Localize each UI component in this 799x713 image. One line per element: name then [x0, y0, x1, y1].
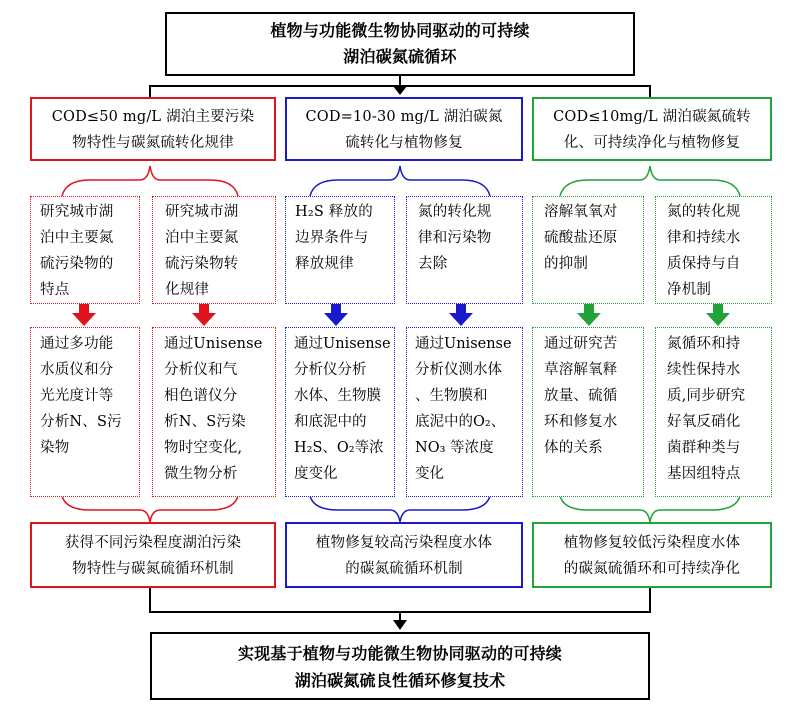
- method-line: 分析N、S污: [40, 414, 122, 430]
- result-green-line2: 的碳氮硫循环和可持续净化: [563, 561, 741, 577]
- arrow-green-2: [706, 304, 730, 326]
- research-line: 氮的转化规: [667, 204, 741, 220]
- research-line: 律和持续水: [667, 230, 741, 246]
- result-green-line1: 植物修复较低污染程度水体: [563, 535, 741, 551]
- header-blue-line2: 硫转化与植物修复: [345, 135, 463, 151]
- result-box-green: [532, 522, 772, 588]
- research-box-green-1: [532, 196, 644, 304]
- arrow-red-1: [72, 304, 96, 326]
- research-line: 硫污染物的: [40, 256, 114, 272]
- research-line: 硫酸盐还原: [544, 230, 618, 246]
- method-line: 度变化: [294, 466, 338, 482]
- header-box-green: [532, 97, 772, 161]
- method-line: 通过研究苦: [544, 336, 618, 352]
- method-line: 氮循环和持: [667, 336, 741, 352]
- method-line: 和底泥中的: [294, 414, 367, 430]
- research-line: 泊中主要氮: [165, 230, 239, 246]
- research-line: H₂S 释放的: [295, 204, 373, 220]
- arrow-red-2: [192, 304, 216, 326]
- bottom-merge-bracket: [150, 588, 650, 612]
- result-box-blue: [285, 522, 523, 588]
- method-line: 水质仪和分: [40, 362, 114, 378]
- method-line: H₂S、O₂等浓: [294, 440, 384, 456]
- method-line: 析N、S污染: [164, 414, 246, 430]
- research-box-green-2: [655, 196, 772, 304]
- research-box-blue-2: [406, 196, 523, 304]
- research-line: 质保持与自: [667, 256, 741, 272]
- method-line: 底泥中的O₂、: [415, 414, 506, 430]
- method-line: 通过多功能: [40, 336, 114, 352]
- method-line: 染物: [40, 440, 70, 456]
- method-line: 相色谱仪分: [164, 388, 238, 404]
- method-box-red-1: [30, 327, 140, 497]
- method-line: 分析仪和气: [164, 362, 238, 378]
- header-green-line1: COD≤10mg/L 湖泊碳氮硫转: [553, 109, 751, 125]
- result-red-line1: 获得不同污染程度湖泊污染: [64, 535, 242, 551]
- research-line: 的抑制: [544, 256, 589, 272]
- research-line: 特点: [40, 282, 70, 298]
- method-line: 分析仪分析: [294, 362, 367, 378]
- method-line: 物时空变化,: [164, 440, 243, 456]
- method-line: 光光度计等: [40, 388, 114, 404]
- method-line: 水体、生物膜: [294, 388, 381, 404]
- research-box-blue-1: [285, 196, 395, 304]
- bottom-title-line2: 湖泊碳氮硫良性循环修复技术: [294, 671, 506, 690]
- research-line: 律和污染物: [418, 230, 492, 246]
- research-box-red-2: [152, 196, 276, 304]
- research-line: 硫污染物转: [165, 256, 239, 272]
- research-line: 泊中主要氮: [40, 230, 114, 246]
- result-blue-line2: 的碳氮硫循环机制: [345, 561, 463, 577]
- method-box-red-2: [152, 327, 276, 497]
- brace-green-bottom: [560, 496, 740, 522]
- method-line: 分析仪测水体: [415, 362, 502, 378]
- header-red-line2: 物特性与碳氮硫转化规律: [72, 135, 234, 151]
- arrow-green-1: [577, 304, 601, 326]
- result-red-line2: 物特性与碳氮硫循环机制: [72, 561, 234, 577]
- research-box-red-1: [30, 196, 140, 304]
- method-line: 好氧反硝化: [667, 414, 741, 430]
- research-line: 去除: [418, 256, 448, 272]
- research-line: 溶解氧氧对: [544, 204, 618, 220]
- method-line: 放量、硫循: [544, 388, 618, 404]
- top-title-line2: 湖泊碳氮硫循环: [343, 47, 457, 66]
- method-line: 通过Unisense: [164, 336, 263, 352]
- research-line: 氮的转化规: [418, 204, 492, 220]
- brace-red-bottom: [62, 496, 238, 522]
- method-line: 微生物分析: [164, 466, 238, 482]
- header-blue-line1: COD=10-30 mg/L 湖泊碳氮: [305, 109, 503, 125]
- method-box-green-1: [532, 327, 644, 497]
- arrow-blue-2: [449, 304, 473, 326]
- research-line: 化规律: [165, 282, 210, 298]
- research-line: 研究城市湖: [165, 204, 239, 220]
- header-box-red: [30, 97, 276, 161]
- result-blue-line1: 植物修复较高污染程度水体: [315, 535, 493, 551]
- method-line: 通过Unisense: [294, 336, 391, 352]
- research-line: 释放规律: [295, 256, 354, 272]
- header-red-line1: COD≤50 mg/L 湖泊主要污染: [51, 109, 255, 125]
- brace-red-top: [62, 166, 238, 196]
- method-line: 质,同步研究: [667, 388, 746, 404]
- header-green-line2: 化、可持续净化与植物修复: [563, 135, 741, 151]
- method-line: 环和修复水: [544, 414, 618, 430]
- bottom-title-line1: 实现基于植物与功能微生物协同驱动的可持续: [237, 644, 562, 663]
- method-box-green-2: [655, 327, 772, 497]
- research-line: 边界条件与: [295, 230, 369, 246]
- method-line: 通过Unisense: [415, 336, 512, 352]
- method-line: 草溶解氧释: [544, 362, 618, 378]
- method-line: 基因组特点: [667, 466, 741, 482]
- method-line: 体的关系: [544, 440, 603, 456]
- header-box-blue: [285, 97, 523, 161]
- brace-green-top: [560, 166, 740, 196]
- research-line: 净机制: [667, 282, 712, 298]
- method-line: NO₃ 等浓度: [415, 440, 494, 456]
- method-line: 续性保持水: [667, 362, 741, 378]
- top-title-line1: 植物与功能微生物协同驱动的可持续: [270, 21, 530, 40]
- method-box-blue-1: [285, 327, 395, 497]
- method-box-blue-2: [406, 327, 523, 497]
- arrow-down-bottom: [393, 620, 407, 630]
- method-line: 变化: [415, 466, 444, 482]
- arrow-down-top: [393, 86, 407, 95]
- brace-blue-top: [310, 166, 490, 196]
- brace-blue-bottom: [310, 496, 490, 522]
- bottom-title-box: [150, 632, 650, 700]
- top-title-box: [165, 12, 635, 76]
- arrow-blue-1: [324, 304, 348, 326]
- method-line: 菌群种类与: [667, 440, 741, 456]
- research-line: 研究城市湖: [40, 204, 114, 220]
- method-line: 、生物膜和: [415, 388, 488, 404]
- result-box-red: [30, 522, 276, 588]
